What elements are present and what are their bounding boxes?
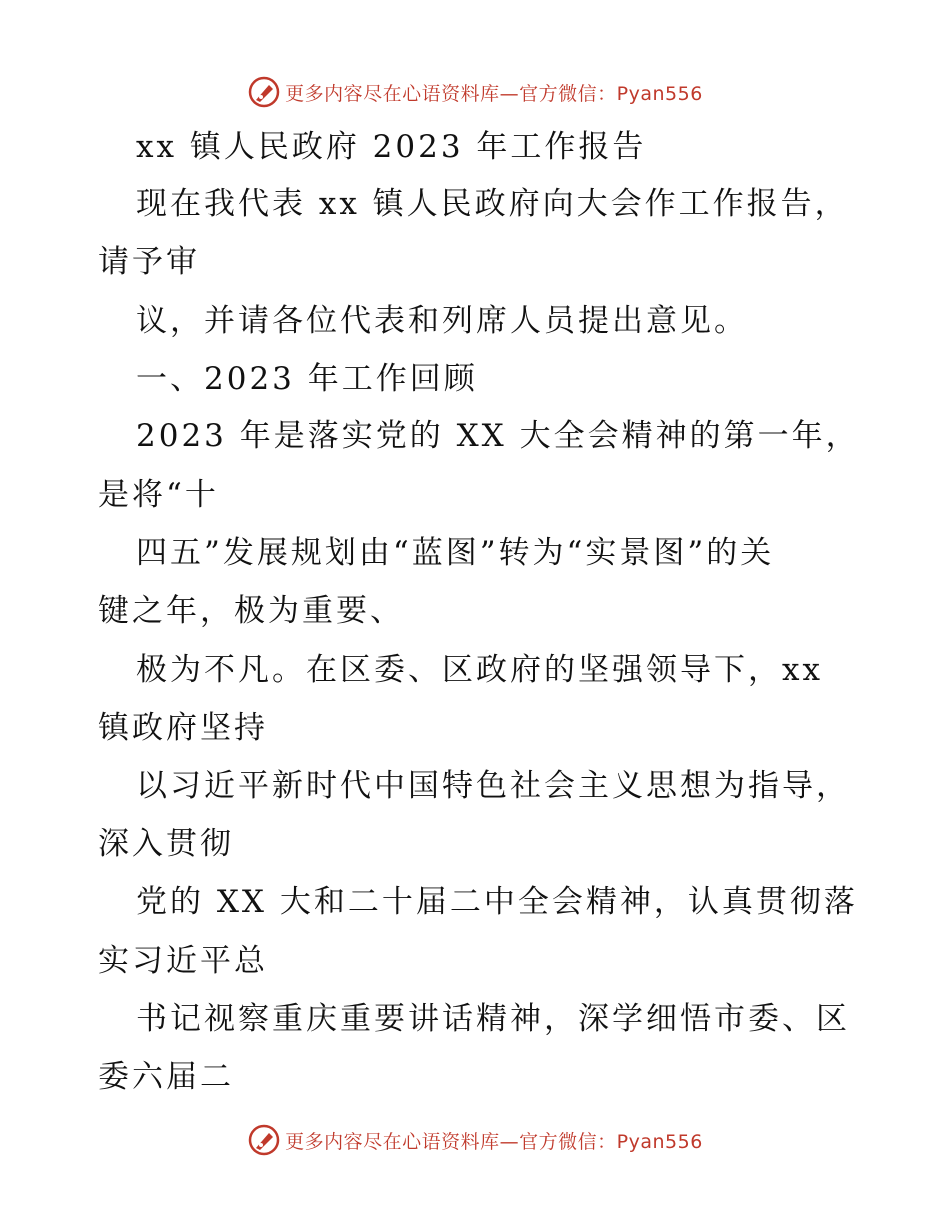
paragraph-line: 实习近平总 [98, 943, 268, 979]
paragraph-line: 镇政府坚持 [98, 710, 268, 746]
paragraph-line: 委六届二 [98, 1059, 234, 1095]
paragraph-line: 是将“十 [98, 477, 219, 513]
footer-banner-text: 更多内容尽在心语资料库—官方微信：Pyan556 [285, 1130, 703, 1153]
paragraph-line: 极为不凡。在区委、区政府的坚强领导下，xx [136, 652, 823, 688]
pen-nib-logo-icon [247, 1123, 281, 1157]
header-banner-text: 更多内容尽在心语资料库—官方微信：Pyan556 [285, 82, 703, 105]
paragraph-line: 现在我代表 xx 镇人民政府向大会作工作报告， [136, 186, 849, 222]
paragraph-line: 以习近平新时代中国特色社会主义思想为指导， [136, 768, 850, 804]
section-heading: 一、2023 年工作回顾 [136, 361, 478, 397]
paragraph-line: 请予审 [98, 244, 200, 280]
paragraph-line: 深入贯彻 [98, 826, 234, 862]
footer-banner [0, 1120, 950, 1160]
paragraph-line: 党的 XX 大和二十届二中全会精神，认真贯彻落 [136, 884, 858, 920]
paragraph-line: 书记视察重庆重要讲话精神，深学细悟市委、区 [136, 1001, 850, 1037]
document-title: xx 镇人民政府 2023 年工作报告 [136, 129, 647, 165]
paragraph-line: 议，并请各位代表和列席人员提出意见。 [136, 303, 748, 339]
paragraph-line: 2023 年是落实党的 XX 大全会精神的第一年， [136, 418, 860, 454]
paragraph-line: 四五”发展规划由“蓝图”转为“实景图”的关 [136, 535, 775, 571]
paragraph-line: 键之年，极为重要、 [98, 593, 404, 629]
